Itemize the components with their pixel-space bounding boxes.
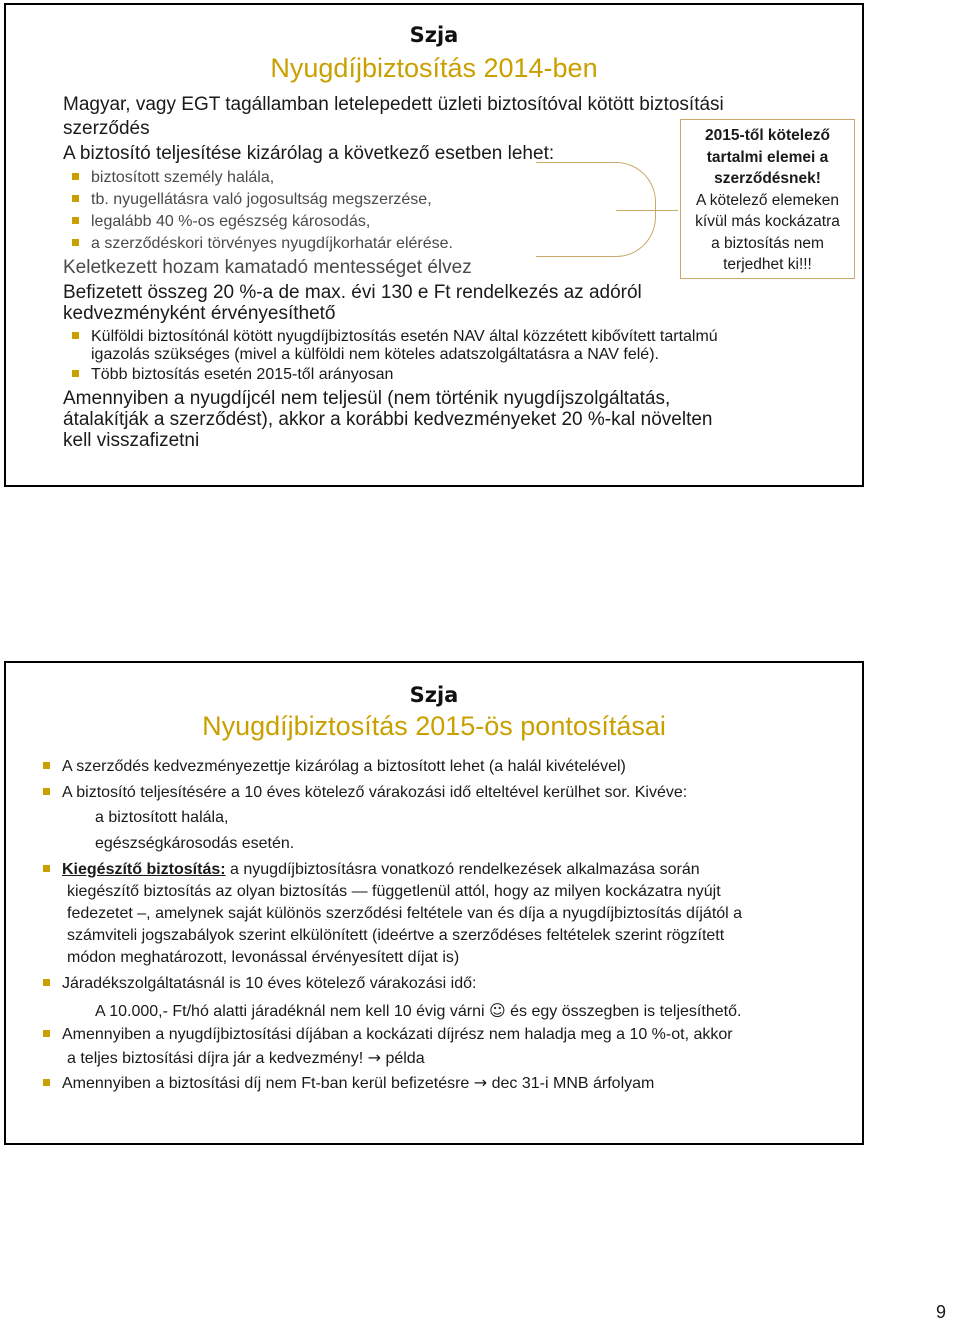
callout-line: kívül más kockázatra: [695, 213, 840, 230]
smiley-icon: ☺: [489, 1001, 506, 1020]
list-item-continued: módon meghatározott, levonással érvényesített díjat is): [67, 949, 460, 966]
bullet-icon: [72, 332, 79, 339]
bullet-icon: [43, 788, 50, 795]
list-subitem: a biztosított halála,: [95, 809, 229, 826]
list-item-continued: a teljes biztosítási díjra jár a kedvezmény! → példa: [67, 1048, 425, 1067]
bullet-icon: [72, 370, 79, 377]
callout-line: 2015-től kötelező: [705, 127, 830, 144]
list-item: Külföldi biztosítónál kötött nyugdíjbiztosítás esetén NAV által közzétett kibővített tartalmú: [72, 328, 718, 346]
list-item: A biztosító teljesítésére a 10 éves kötelező várakozási idő elteltével kerülhet sor. Kivéve:: [43, 784, 687, 802]
slide-title: Nyugdíjbiztosítás 2015-ös pontosításai: [202, 711, 666, 741]
slide-header-szja: Szja: [409, 23, 459, 47]
callout-box: [680, 119, 855, 279]
bullet-icon: [43, 1030, 50, 1037]
bullet-icon: [72, 239, 79, 246]
list-item: legalább 40 %-os egészség károsodás,: [72, 213, 370, 231]
kiegeszito-label: Kiegészítő biztosítás:: [62, 861, 226, 878]
callout-line: a biztosítás nem: [711, 234, 824, 252]
bullet-icon: [43, 979, 50, 986]
final-line-3: kell visszafizetni: [63, 430, 200, 451]
final-line-2: átalakítják a szerződést), akkor a korábbi kedvezményeket 20 %-kal növelten: [63, 409, 713, 430]
list-item-continued: fedezetet –, amelynek saját különös szerződési feltétele van és díja a nyugdíjbiztosítás díjától a: [67, 905, 743, 922]
list-item: Járadékszolgáltatásnál is 10 éves kötelező várakozási idő:: [43, 975, 476, 993]
bullet-icon: [72, 195, 79, 202]
list-item: Amennyiben a nyugdíjbiztosítási díjában a kockázati díjrész nem haladja meg a 10 %-ot, akkor: [43, 1026, 733, 1044]
slide-title: Nyugdíjbiztosítás 2014-ben: [270, 53, 598, 83]
callout-line: tartalmi elemei a: [706, 148, 829, 166]
slide-1: [4, 3, 864, 487]
befizetes-line-1: Befizetett összeg 20 %-a de max. évi 130 e Ft rendelkezés az adóról: [63, 282, 642, 303]
callout-line: A kötelező elemeken: [695, 191, 840, 209]
befizetes-line-2: kedvezményként érvényesíthető: [63, 303, 336, 324]
bullet-icon: [43, 1079, 50, 1086]
arrow-right-icon: →: [367, 1048, 381, 1067]
intro-line-3: A biztosító teljesítése kizárólag a következő esetben lehet:: [63, 143, 555, 164]
list-item-continued: számviteli jogszabályok szerint elkülönített (ideértve a szerződéses feltételek szerint rögzített: [67, 927, 725, 944]
callout-connector: [616, 210, 678, 211]
bullet-icon: [72, 173, 79, 180]
list-item: biztosított személy halála,: [72, 169, 274, 187]
bullet-icon: [43, 762, 50, 769]
slide-2: [4, 661, 864, 1145]
intro-line-1: Magyar, vagy EGT tagállamban letelepedett üzleti biztosítóval kötött biztosítási: [63, 94, 724, 115]
list-subitem: egészségkárosodás esetén.: [95, 835, 295, 852]
final-line-1: Amennyiben a nyugdíjcél nem teljesül (nem történik nyugdíjszolgáltatás,: [63, 388, 671, 409]
list-item: Több biztosítás esetén 2015-től arányosan: [72, 366, 393, 384]
list-item: tb. nyugellátásra való jogosultság megszerzése,: [72, 191, 432, 209]
bullet-icon: [72, 217, 79, 224]
intro-line-2: szerződés: [63, 118, 150, 139]
list-item-continued: igazolás szükséges (mivel a külföldi nem köteles adatszolgáltatásra a NAV felé).: [91, 346, 659, 363]
list-item: Amennyiben a biztosítási díj nem Ft-ban kerül befizetésre → dec 31-i MNB árfolyam: [43, 1073, 654, 1093]
list-item: Kiegészítő biztosítás: a nyugdíjbiztosításra vonatkozó rendelkezések alkalmazása során: [43, 861, 700, 879]
bullet-icon: [43, 865, 50, 872]
page-number: 9: [936, 1302, 947, 1322]
list-subitem: A 10.000,- Ft/hó alatti járadéknál nem kell 10 évig várni ☺ és egy összegben is teljesíthető.: [95, 1001, 742, 1020]
arrow-right-icon: →: [473, 1073, 488, 1092]
slide-header-szja: Szja: [409, 683, 459, 707]
list-item-continued: kiegészítő biztosítás az olyan biztosítás — függetlenül attól, hogy az milyen kockázatra nyújt: [67, 883, 721, 900]
list-item: A szerződés kedvezményezettje kizárólag a biztosított lehet (a halál kivételével): [43, 758, 626, 776]
list-item: a szerződéskori törvényes nyugdíjkorhatár elérése.: [72, 235, 453, 253]
callout-line: szerződésnek!: [714, 170, 821, 187]
callout-line: terjedhet ki!!!: [723, 256, 812, 273]
hozam-line: Keletkezett hozam kamatadó mentességet élvez: [63, 257, 472, 278]
